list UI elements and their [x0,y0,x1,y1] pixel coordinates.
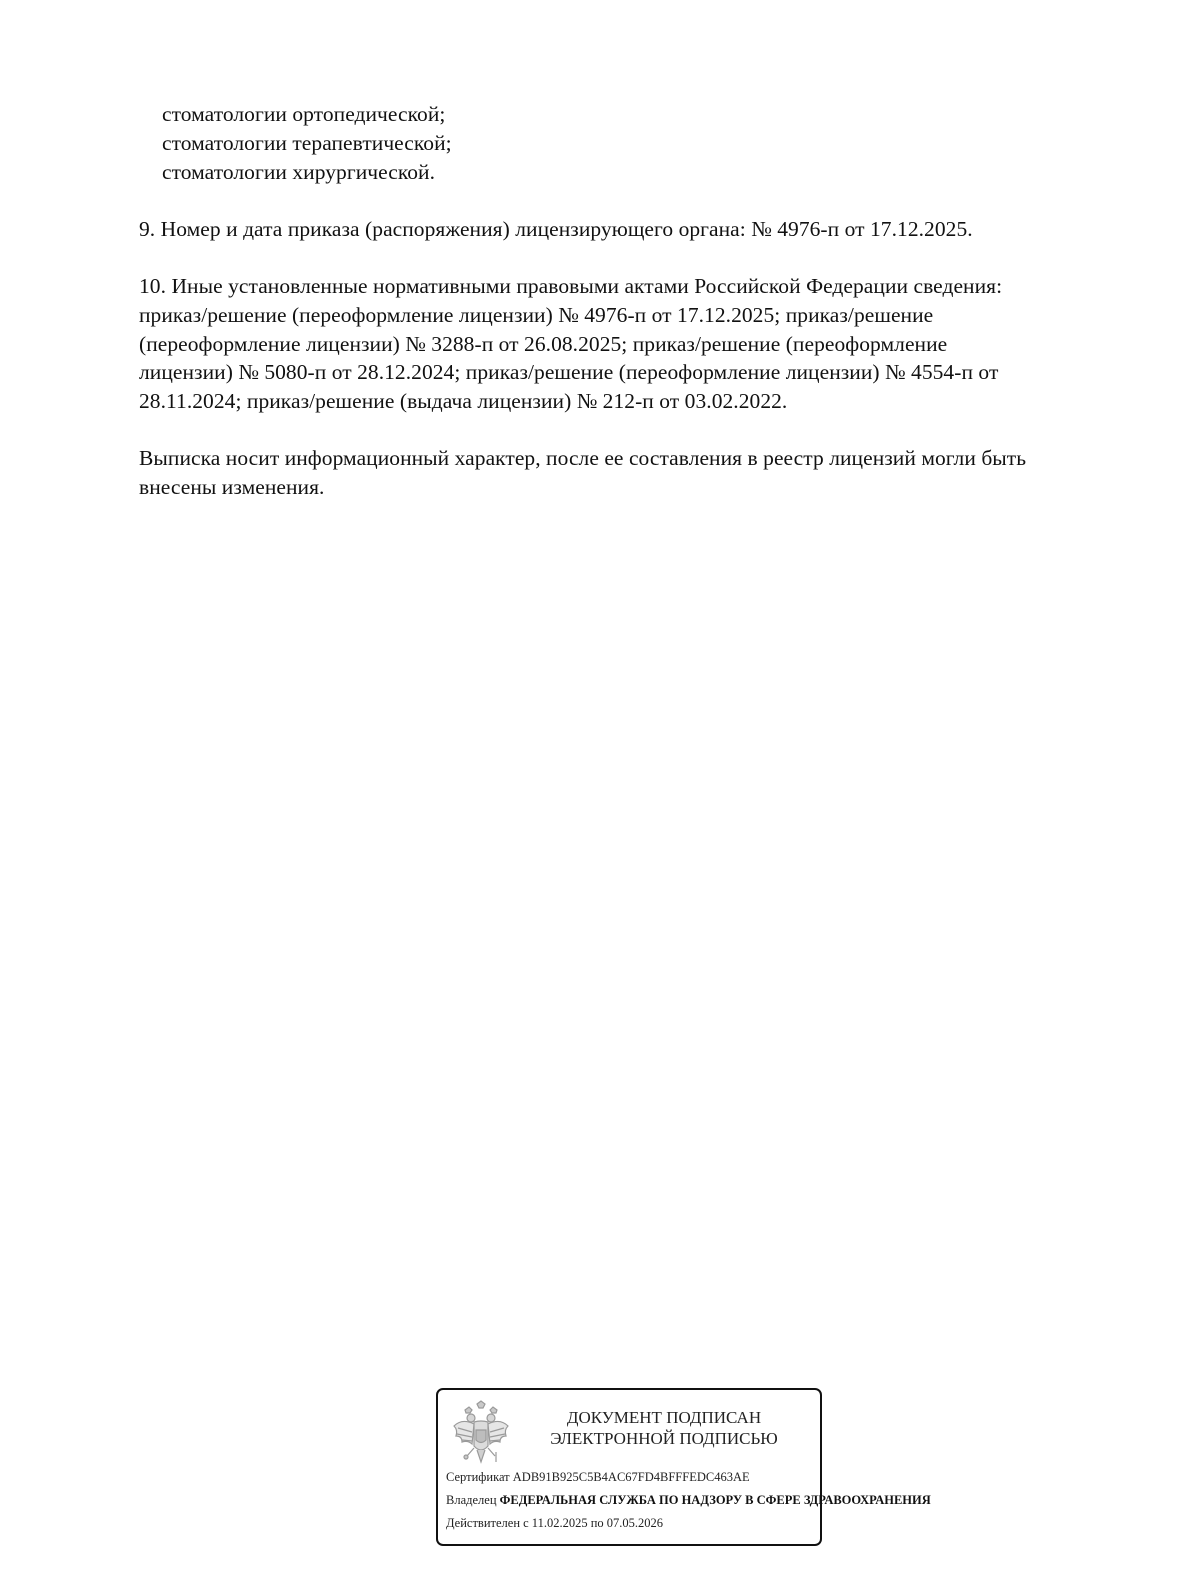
owner-label: Владелец [446,1493,497,1507]
section-10-line-3: (переоформление лицензии) № 3288-п от 26.08.2025; приказ/решение (переоформление [139,332,948,356]
russian-coat-of-arms-icon [450,1400,512,1466]
section-10-line-4: лицензии) № 5080-п от 28.12.2024; приказ/решение (переоформление лицензии) № 4554-п от [139,360,999,384]
section-10-line-1: 10. Иные установленные нормативными правовыми актами Российской Федерации сведения: [139,274,1003,298]
list-item-therapeutic: стоматологии терапевтической; [162,131,452,155]
notice-line-2: внесены изменения. [139,475,325,499]
stamp-title-line-1: ДОКУМЕНТ ПОДПИСАН [566,1408,762,1427]
section-10-line-2: приказ/решение (переоформление лицензии) № 4976-п от 17.12.2025; приказ/решение [139,303,934,327]
stamp-validity-row: Действителен с 11.02.2025 по 07.05.2026 [446,1516,664,1530]
section-9-order-number: 9. Номер и дата приказа (распоряжения) лицензирующего органа: № 4976-п от 17.12.2025. [139,217,973,241]
electronic-signature-stamp [436,1388,931,1546]
owner-value: ФЕДЕРАЛЬНАЯ СЛУЖБА ПО НАДЗОРУ В СФЕРЕ ЗДРАВООХРАНЕНИЯ [499,1493,931,1507]
notice-line-1: Выписка носит информационный характер, после ее составления в реестр лицензий могли быть [139,446,1027,470]
stamp-certificate-row [446,1468,750,1486]
certificate-label: Сертификат [446,1470,510,1484]
list-item-orthopedic: стоматологии ортопедической; [162,102,446,126]
list-item-surgical: стоматологии хирургической. [162,160,436,184]
stamp-owner-row [446,1491,931,1509]
certificate-value: ADB91B925C5B4AC67FD4BFFFEDC463AE [512,1470,750,1484]
section-10-line-5: 28.11.2024; приказ/решение (выдача лицензии) № 212-п от 03.02.2022. [139,389,788,413]
stamp-title-line-2: ЭЛЕКТРОННОЙ ПОДПИСЬЮ [550,1429,778,1448]
